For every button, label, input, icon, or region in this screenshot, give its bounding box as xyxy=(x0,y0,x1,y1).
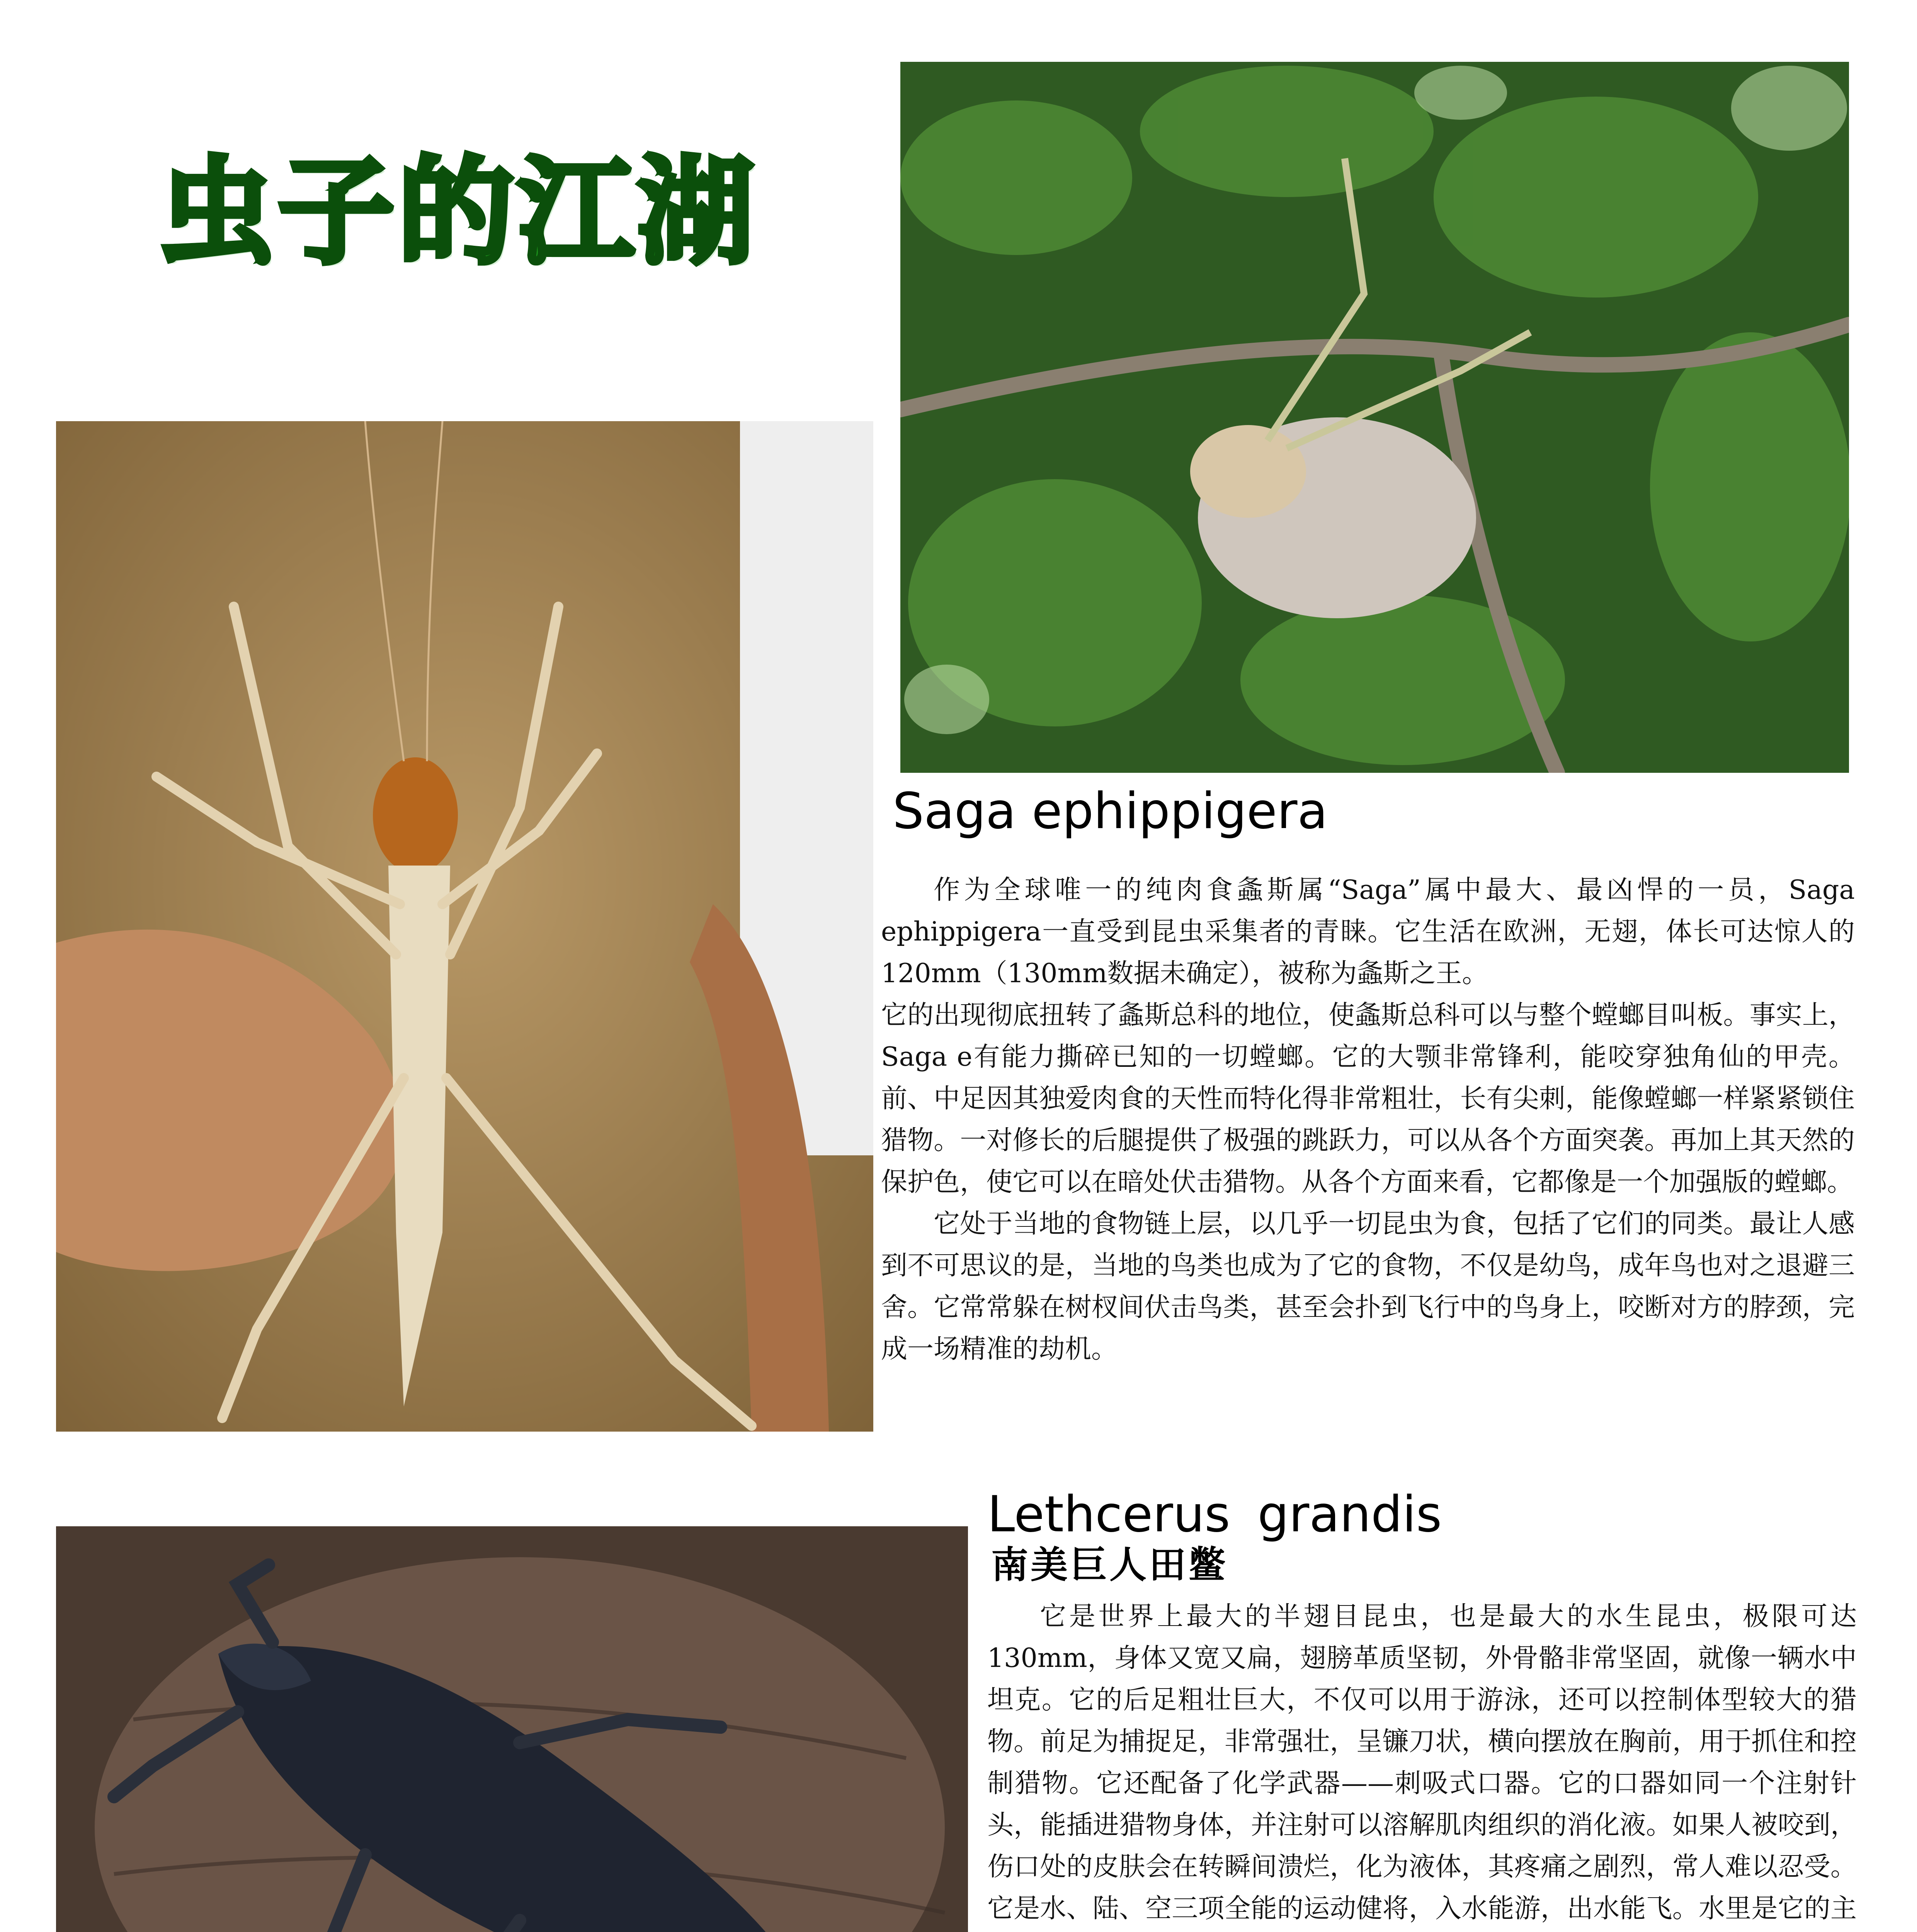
page-title: 虫子的江湖 xyxy=(158,145,757,280)
lethocerus-subheading: 南美巨人田鳖 xyxy=(991,1543,1228,1587)
lethocerus-body xyxy=(987,1596,1857,1932)
photo-giant-water-bug xyxy=(56,1526,968,1932)
photo-saga-eating-bird xyxy=(900,62,1849,773)
saga-paragraph-2: 它的出现彻底扭转了螽斯总科的地位，使螽斯总科可以与整个螳螂目叫板。事实上，Saga e有能力撕碎已知的一切螳螂。它的大颚非常锋利，能咬穿独角仙的甲壳。前、中足因其独爱肉食的天性而特化得非常粗壮，长有尖刺，能像螳螂一样紧紧锁住猎物。一对修长的后腿提供了极强的跳跃力，可以从各个方面突袭。再加上其天然的保护色，使它可以在暗处伏击猎物。从各个方面来看，它都像是一个加强版的螳螂。 xyxy=(881,1000,1855,1197)
saga-body xyxy=(881,869,1855,1370)
saga-paragraph-3: 它处于当地的食物链上层，以几乎一切昆虫为食，包括了它们的同类。最让人感到不可思议的是，当地的鸟类也成为了它的食物，不仅是幼鸟，成年鸟也对之退避三舍。它常常躲在树杈间伏击鸟类，甚至会扑到飞行中的鸟身上，咬断对方的脖颈，完成一场精准的劫机。 xyxy=(881,1209,1855,1364)
lethocerus-paragraph-1: 它是世界上最大的半翅目昆虫，也是最大的水生昆虫，极限可达130mm，身体又宽又扁，翅膀革质坚韧，外骨骼非常坚固，就像一辆水中坦克。它的后足粗壮巨大，不仅可以用于游泳，还可以控制体型较大的猎物。前足为捕捉足，非常强壮，呈镰刀状，横向摆放在胸前，用于抓住和控制猎物。它还配备了化学武器——刺吸式口器。它的口器如同一个注射针头，能插进猎物身体，并注射可以溶解肌肉组织的消化液。如果人被咬到，伤口处的皮肤会在转瞬间溃烂，化为液体，其疼痛之剧烈，常人难以忍受。它是水、陆、空三项全能的运动健将，入水能游，出水能飞。水里是它的主 xyxy=(987,1601,1857,1924)
photo-saga-in-hand xyxy=(56,421,873,1432)
saga-heading: Saga ephippigera xyxy=(893,782,1328,840)
lethocerus-heading: Lethcerus grandis xyxy=(987,1486,1442,1543)
saga-paragraph-1: 作为全球唯一的纯肉食螽斯属“Saga”属中最大、最凶悍的一员，Saga ephippigera一直受到昆虫采集者的青睐。它生活在欧洲，无翅，体长可达惊人的120mm（130mm数据未确定），被称为螽斯之王。 xyxy=(881,875,1855,989)
